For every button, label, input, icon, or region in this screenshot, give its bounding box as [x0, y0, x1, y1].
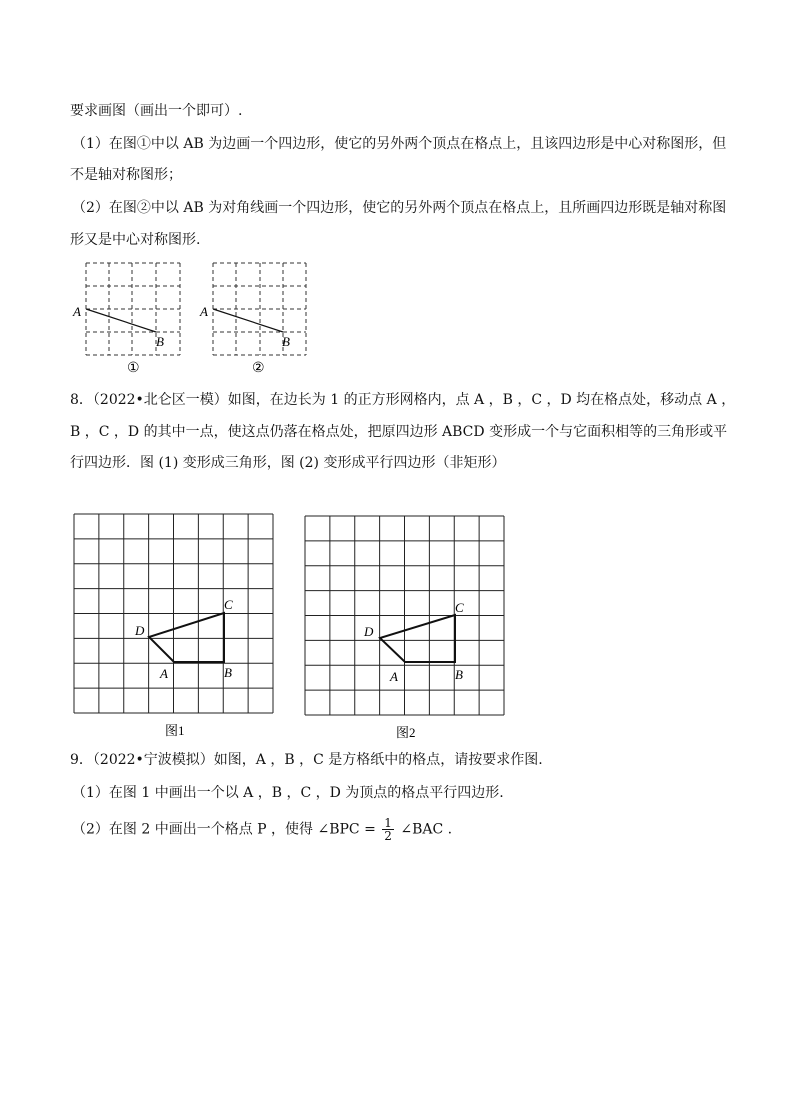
q9-fraction — [382, 817, 394, 842]
q8-line1: 8．（2022•北仑区一模）如图，在边长为 1 的正方形网格内，点 A ，B ，C ，D 均在格点处，移动点 A ， — [70, 392, 736, 408]
q7-fig2-label: ② — [252, 361, 265, 376]
q8-fig2-point-b: B — [455, 667, 463, 682]
q8-fig1-point-d: D — [135, 623, 145, 638]
q9-line3-suffix: ∠BAC . — [400, 821, 453, 838]
q8-fig1-point-a: A — [160, 666, 168, 681]
q7-fig1-point-b: B — [156, 334, 164, 349]
q7-intro: 要求画图（画出一个即可）. — [70, 103, 243, 119]
q9-line1: 9．（2022•宁波模拟）如图，A ，B ，C 是方格纸中的格点，请按要求作图. — [70, 752, 543, 768]
q7-part1-line1: （1）在图①中以 AB 为边画一个四边形，使它的另外两个顶点在格点上，且该四边形是中心对称图形，但 — [72, 136, 727, 152]
q8-fig2-point-c: C — [455, 600, 464, 615]
q8-fig2-point-d: D — [364, 624, 374, 639]
q8-fig2-point-a: A — [390, 669, 398, 684]
q8-fig2-quadrilateral — [380, 615, 455, 662]
q9-line3-prefix: （2）在图 2 中画出一个格点 P ，使得 ∠BPC = — [72, 821, 376, 838]
q7-part2-line1: （2）在图②中以 AB 为对角线画一个四边形，使它的另外两个顶点在格点上，且所画四边形既是轴对称图 — [72, 200, 727, 216]
q7-fig1-point-a: A — [73, 304, 81, 319]
q9-line3 — [72, 817, 452, 842]
q8-figure-2-grid — [305, 516, 504, 715]
q7-part2-line2: 形又是中心对称图形. — [70, 232, 201, 248]
q9-fraction-numerator: 1 — [384, 816, 392, 830]
q8-fig1-point-b: B — [224, 665, 232, 680]
q8-line3: 行四边形．图 (1) 变形成三角形，图 (2) 变形成平行四边形（非矩形） — [70, 455, 506, 471]
q8-line2: B ，C ，D 的其中一点，使这点仍落在格点处，把原四边形 ABCD 变形成一个与它面积相等的三角形或平 — [70, 424, 728, 440]
q8-fig2-caption: 图2 — [396, 725, 416, 740]
q8-figure-1-grid — [74, 514, 273, 713]
q9-line2: （1）在图 1 中画出一个以 A ，B ，C ，D 为顶点的格点平行四边形. — [72, 785, 504, 801]
q7-fig2-point-b: B — [282, 334, 290, 349]
q8-fig1-caption: 图1 — [165, 723, 185, 738]
q7-fig2-point-a: A — [200, 304, 208, 319]
q7-part1-line2: 不是轴对称图形； — [70, 167, 182, 183]
q8-fig1-point-c: C — [224, 597, 233, 612]
q9-fraction-denominator: 2 — [384, 829, 392, 843]
q7-fig1-label: ① — [127, 361, 140, 376]
q8-fig1-quadrilateral — [149, 613, 224, 662]
